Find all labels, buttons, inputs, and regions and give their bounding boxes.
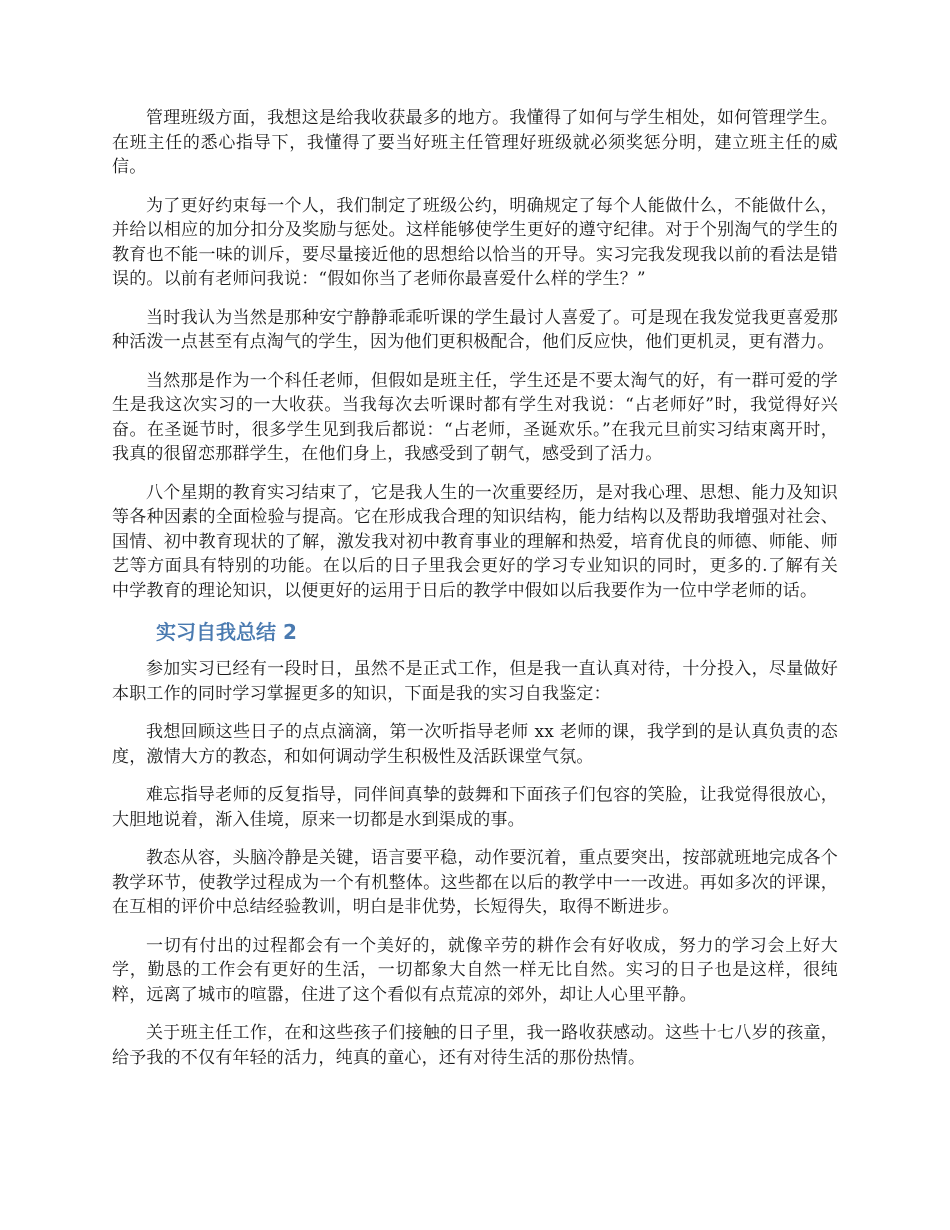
paragraph-favorite-students: 当时我认为当然是那种安宁静静乖乖听课的学生最讨人喜爱了。可是现在我发觉我更喜爱那种活泼一点甚至有点淘气的学生，因为他们更积极配合，他们反应快，他们更机灵，更有潜力。 xyxy=(112,307,838,352)
paragraph-first-lesson: 我想回顾这些日子的点点滴滴，第一次听指导老师 xx 老师的课，我学到的是认真负责的态度，激情大方的教态，和如何调动学生积极性及活跃课堂气氛。 xyxy=(112,722,838,767)
paragraph-homeroom-teacher: 当然那是作为一个科任老师，但假如是班主任，学生还是不要太淘气的好，有一群可爱的学生是我这次实习的一大收获。当我每次去听课时都有学生对我说：“占老师好”时，我觉得好兴奋。在圣诞节时，很多学生见到我后都说：“占老师，圣诞欢乐。”在我元旦前实习结束离开时，我真的很留恋那群学生，在他们身上，我感受到了朝气，感受到了活力。 xyxy=(112,370,838,464)
paragraph-teaching-manner: 教态从容，头脑冷静是关键，语言要平稳，动作要沉着，重点要突出，按部就班地完成各个教学环节，使教学过程成为一个有机整体。这些都在以后的教学中一一改进。再如多次的评课，在互相的评价中总结经验教训，明白是非优势，长短得失，取得不断进步。 xyxy=(112,848,838,917)
paragraph-effort: 一切有付出的过程都会有一个美好的，就像辛劳的耕作会有好收成，努力的学习会上好大学，勤恳的工作会有更好的生活，一切都象大自然一样无比自然。实习的日子也是这样，很纯粹，远离了城市的喧嚣，住进了这个看似有点荒凉的郊外，却让人心里平静。 xyxy=(112,935,838,1005)
paragraph-guidance: 难忘指导老师的反复指导，同伴间真挚的鼓舞和下面孩子们包容的笑脸，让我觉得很放心，大胆地说着，渐入佳境，原来一切都是水到渠成的事。 xyxy=(112,785,838,830)
paragraph-intro: 参加实习已经有一段时日，虽然不是正式工作，但是我一直认真对待，十分投入，尽量做好本职工作的同时学习掌握更多的知识，下面是我的实习自我鉴定： xyxy=(112,659,838,704)
paragraph-class-rules: 为了更好约束每一个人，我们制定了班级公约，明确规定了每个人能做什么，不能做什么，并给以相应的加分扣分及奖励与惩处。这样能够使学生更好的遵守纪律。对于个别淘气的学生的教育也不能一味的训斥，要尽量接近他的思想给以恰当的开导。实习完我发现我以前的看法是错误的。以前有老师问我说：“假如你当了老师你最喜爱什么样的学生？” xyxy=(112,195,838,289)
paragraph-class-management: 管理班级方面，我想这是给我收获最多的地方。我懂得了如何与学生相处，如何管理学生。在班主任的悉心指导下，我懂得了要当好班主任管理好班级就必须奖惩分明，建立班主任的威信。 xyxy=(112,108,838,177)
section-heading: 实习自我总结 2 xyxy=(156,620,297,644)
paragraph-homeroom-work: 关于班主任工作，在和这些孩子们接触的日子里，我一路收获感动。这些十七八岁的孩童，给予我的不仅有年轻的活力，纯真的童心，还有对待生活的那份热情。 xyxy=(112,1023,838,1068)
paragraph-internship-conclusion: 八个星期的教育实习结束了，它是我人生的一次重要经历，是对我心理、思想、能力及知识等各种因素的全面检验与提高。它在形成我合理的知识结构，能力结构以及帮助我增强对社会、国情、初中教育现状的了解，激发我对初中教育事业的理解和热爱，培育优良的师德、师能、师艺等方面具有特别的功能。在以后的日子里我会更好的学习专业知识的同时，更多的.了解有关中学教育的理论知识，以便更好的运用于日后的教学中假如以后我要作为一位中学老师的话。 xyxy=(112,482,838,601)
